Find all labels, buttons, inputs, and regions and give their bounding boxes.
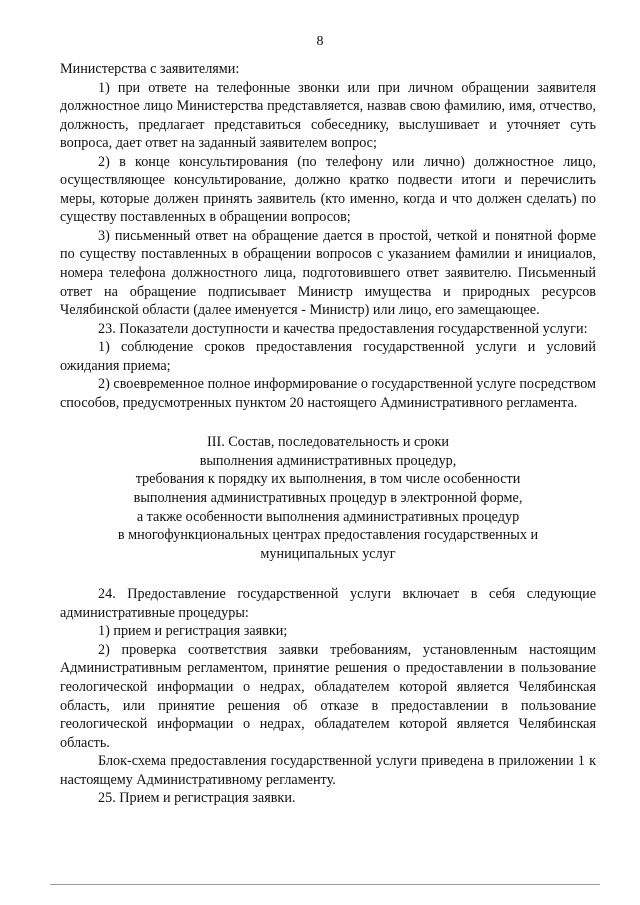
paragraph: 1) соблюдение сроков предоставления государственной услуги и условий ожидания приема;	[60, 339, 596, 374]
section-heading	[60, 433, 596, 563]
paragraph: 25. Прием и регистрация заявки.	[98, 790, 296, 807]
heading-line: муниципальных услуг	[260, 545, 396, 562]
paragraph: 1) прием и регистрация заявки;	[98, 623, 288, 640]
paragraph: 1) при ответе на телефонные звонки или при личном обращении заявителя должностное лицо Министерства представляется, назвав свою фамилию, имя, отчество, должность, предлагает представиться собеседнику, выслушивает и уточняет суть вопроса, дает ответ на заданный заявителем вопрос;	[60, 79, 596, 152]
heading-line: выполнения административных процедур в электронной форме,	[133, 490, 523, 507]
paragraph: Министерства с заявителями:	[60, 61, 240, 77]
paragraph: 23. Показатели доступности и качества предоставления государственной услуги:	[98, 320, 588, 337]
heading-line: а также особенности выполнения административных процедур	[136, 508, 520, 525]
heading-line: выполнения административных процедур,	[199, 452, 457, 469]
paragraph: 24. Предоставление государственной услуги включает в себя следующие административные процедуры:	[60, 586, 596, 621]
top-paragraphs	[60, 60, 596, 412]
paragraph: 2) проверка соответствия заявки требованиям, установленным настоящим Административным регламентом, принятие решения о предоставлении в пользование геологической информации о недрах, обладателем которой является Челябинская область, или принятие решения об отказе в предоставлении в пользование геологической информации о недрах, обладателем которой является Челябинская область.	[60, 641, 596, 751]
paragraph: 2) своевременное полное информирование о государственной услуге посредством способов, предусмотренных пунктом 20 настоящего Административного регламента.	[60, 376, 596, 411]
paragraph: Блок-схема предоставления государственной услуги приведена в приложении 1 к настоящему Административному регламенту.	[60, 753, 596, 788]
paragraph: 2) в конце консультирования (по телефону или лично) должностное лицо, осуществляющее консультирование, должно кратко подвести итоги и перечислить меры, которые должен принять заявитель (кто именно, когда и что должен сделать) по существу поставленных в обращении вопросов;	[60, 153, 596, 226]
bottom-paragraphs	[60, 585, 596, 808]
page-number: 8	[316, 34, 324, 49]
paragraph: 3) письменный ответ на обращение дается в простой, четкой и понятной форме по существу поставленных в обращении вопросов с указанием фамилии и инициалов, номера телефона должностного лица, подготовившего ответ заявителю. Письменный ответ на обращение подписывает Министр имущества и природных ресурсов Челябинской области (далее именуется - Министр) или лицо, его замещающее.	[60, 227, 596, 319]
heading-line: в многофункциональных центрах предоставления государственных и	[117, 527, 539, 544]
heading-line: III. Состав, последовательность и сроки	[207, 434, 449, 451]
page-bottom-rule	[50, 884, 600, 885]
heading-line: требования к порядку их выполнения, в том числе особенности	[135, 471, 521, 488]
document-body	[60, 60, 596, 808]
